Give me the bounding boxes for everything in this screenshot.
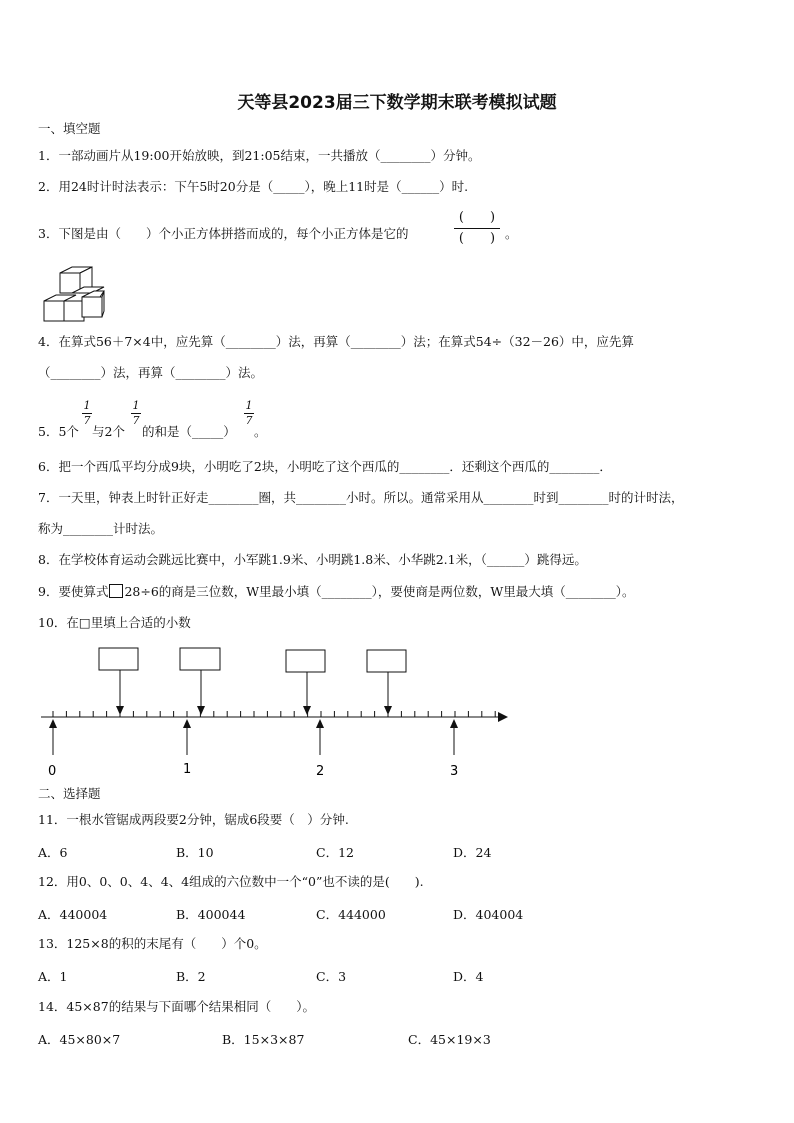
question-1: 1．一部动画片从19:00开始放映，到21:05结束，一共播放（________）分钟。 (38, 148, 481, 163)
question-13: 13．125×8的积的末尾有（ ）个0。 (38, 936, 267, 951)
number-line-figure (36, 645, 516, 780)
fraction-one-seventh-b (131, 400, 141, 427)
number-line-label-3: 3 (450, 764, 459, 779)
question-14: 14．45×87的结果与下面哪个结果相同（ ）。 (38, 999, 315, 1014)
fraction-denominator: 7 (83, 414, 91, 427)
q14-option-b: B．15×3×87 (222, 1032, 305, 1047)
question-3-fraction-blank (454, 210, 500, 247)
fraction-numerator: 1 (83, 399, 91, 412)
question-2: 2．用24时计时法表示：下午5时20分是（_____），晚上11时是（______）时. (38, 179, 469, 194)
q12-option-c: C．444000 (316, 907, 386, 922)
question-5-part-c: 的和是（_____） (142, 424, 236, 439)
section-fill-in-heading: 一、填空题 (38, 121, 101, 136)
fraction-one-seventh-a (82, 400, 92, 427)
question-11: 11．一根水管锯成两段要2分钟，锯成6段要（ ）分钟. (38, 812, 349, 827)
number-line-label-1: 1 (183, 762, 192, 777)
fraction-one-seventh-c (244, 400, 254, 427)
page-title: 天等县2023届三下数学期末联考模拟试题 (237, 93, 557, 113)
question-5-end: 。 (254, 424, 267, 439)
q11-option-a: A．6 (38, 845, 68, 860)
fraction-denominator: 7 (132, 414, 140, 427)
question-4-line-2: （________）法，再算（________）法。 (38, 365, 264, 380)
answer-box (99, 648, 138, 670)
q13-option-d: D．4 (453, 969, 484, 984)
q12-option-a: A．440004 (38, 907, 108, 922)
fraction-numerator: 1 (245, 399, 253, 412)
question-5-part-b: 与2个 (92, 424, 125, 439)
answer-box (367, 650, 406, 672)
number-line-label-0: 0 (48, 764, 57, 779)
question-7-line-1: 7．一天里，钟表上时针正好走________圈，共________小时。所以。通常采用从________时到________时的计时法， (38, 490, 684, 505)
question-4-line-1: 4．在算式56＋7×4中，应先算（________）法，再算（________）法；在算式54÷（32－26）中，应先算 (38, 334, 634, 349)
question-10: 10．在□里填上合适的小数 (38, 615, 191, 630)
q13-option-b: B．2 (176, 969, 206, 984)
q11-option-b: B．10 (176, 845, 214, 860)
question-9 (38, 584, 634, 600)
cube-stack-figure (40, 265, 110, 325)
q11-option-d: D．24 (453, 845, 492, 860)
question-9-part-b: 28÷6的商是三位数，W里最小填（________），要使商是两位数，W里最大填（________）。 (124, 584, 635, 599)
question-3-text: 3．下图是由（ ）个小正方体拼搭而成的，每个小正方体是它的 (38, 226, 409, 241)
question-5-part-a: 5．5个 (38, 424, 79, 439)
q12-option-b: B．400044 (176, 907, 246, 922)
fraction-numerator: 1 (132, 399, 140, 412)
fraction-denominator: 7 (245, 414, 253, 427)
number-line-label-2: 2 (316, 764, 325, 779)
q13-option-c: C．3 (316, 969, 347, 984)
q13-option-a: A．1 (38, 969, 68, 984)
fraction-denominator-blank: ( ) (458, 231, 496, 246)
question-3-end: 。 (505, 226, 518, 241)
q14-option-a: A．45×80×7 (38, 1032, 121, 1047)
question-9-part-a: 9．要使算式 (38, 584, 109, 599)
q14-option-c: C．45×19×3 (408, 1032, 491, 1047)
question-3 (38, 226, 408, 242)
question-5 (38, 424, 79, 440)
blank-square-icon (109, 584, 123, 598)
question-7-line-2: 称为________计时法。 (38, 521, 164, 536)
answer-box (180, 648, 220, 670)
question-8: 8．在学校体育运动会跳远比赛中，小军跳1.9米、小明跳1.8米、小华跳2.1米，（______）跳得远。 (38, 552, 587, 567)
answer-box (286, 650, 325, 672)
q11-option-c: C．12 (316, 845, 354, 860)
q12-option-d: D．404004 (453, 907, 524, 922)
question-6: 6．把一个西瓜平均分成9块，小明吃了2块，小明吃了这个西瓜的________．还剩这个西瓜的________． (38, 459, 612, 474)
fraction-numerator-blank: ( ) (458, 210, 496, 225)
section-choice-heading: 二、选择题 (38, 786, 101, 801)
question-12: 12．用0、0、0、4、4、4组成的六位数中一个“0”也不读的是( ). (38, 874, 424, 889)
